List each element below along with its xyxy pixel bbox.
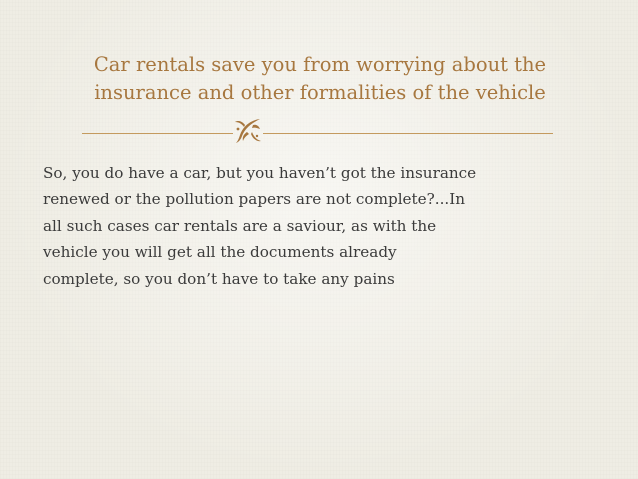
body-line-4: vehicle you will get all the documents already xyxy=(43,243,397,262)
title-line-1: Car rentals save you from worrying about the xyxy=(93,53,547,76)
title-line-2: insurance and other formalities of the vehicle xyxy=(94,81,546,104)
fleuron-icon xyxy=(233,117,263,145)
body-line-2: renewed or the pollution papers are not complete?...In xyxy=(43,190,466,209)
body-line-5: complete, so you don’t have to take any pains xyxy=(43,269,395,288)
slide-body xyxy=(43,160,603,292)
body-line-3: all such cases car rentals are a saviour, as with the xyxy=(43,216,437,235)
title-divider-left xyxy=(82,133,233,134)
slide-title xyxy=(40,51,600,107)
title-divider-right xyxy=(263,133,553,134)
body-line-1: So, you do have a car, but you haven’t got the insurance xyxy=(43,164,477,182)
